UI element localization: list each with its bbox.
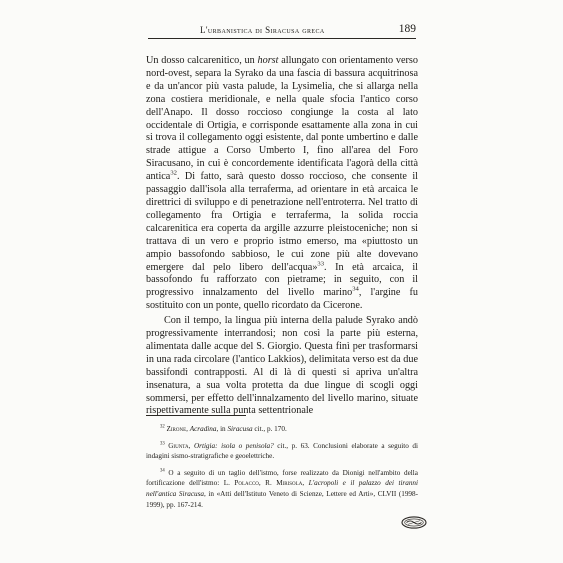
- footnote-title: Ortigia: isola o penisola?: [193, 441, 274, 450]
- paragraph-2: Con il tempo, la lingua più interna della palude Syrako andò progressivamente interrandosi; non così la parte più esterna, alimentata dalle acque del S. Giorgio. Questa finì per trasformarsi in una rada circolare (l'antico Lakkios), delimitata verso est da due bassifondi contrapposti. Al di là di questi si apriva un'altra insenatura, a sua volta protetta da due lingue di scogli oggi sommersi, per effetto dell'innalzamento del livello marino, situate rispettivamente sulla punta settentrionale: [146, 315, 418, 417]
- page-number: 189: [398, 23, 416, 35]
- footnote-ref-33[interactable]: 33: [317, 260, 325, 268]
- footnote-number: 33: [160, 441, 165, 447]
- footnote-33: [146, 441, 418, 462]
- footnote-text: , in: [216, 425, 228, 433]
- footnote-title: Acradina: [189, 425, 217, 433]
- paragraph-1: [146, 55, 418, 313]
- footnote-author: R. Mirisola: [265, 479, 303, 488]
- footnote-author: L. Polacco: [223, 479, 259, 488]
- paragraph-1-text: allungato con orientamento verso nord-ovest, separa la Syrako da una fascia di bassura acquitrinosa e da un'ancor più vasta palude, la Lysimelia, che si allarga nella zona costiera meridionale, e nella quale sfocia l'antico corso dell'Anapo. Il dosso roccioso congiunge la costa al lato occidentale di Ortigia, e corrisponde esattamente alla zona in cui si trova il collegamento oggi esistente, dal ponte umbertino e dalle strade attigue a Corso Umberto I, fino all'area del Foro Siracusano, in cui è concordemente identificata l'agorà della città antica: [146, 55, 418, 183]
- footnote-title: Siracusa: [227, 425, 253, 433]
- body-text: [146, 55, 418, 418]
- footnote-author: Zirone: [166, 425, 187, 433]
- header-rule: [148, 38, 416, 39]
- footnote-rule: [146, 415, 246, 416]
- footnote-number: 34: [160, 468, 165, 474]
- footnote-text: ,: [302, 479, 309, 488]
- footnote-text: , in «Atti dell'Istituto Veneto di Scienze, Lettere ed Arti», CLVII (1998-1999), pp. 167-214.: [146, 489, 419, 509]
- term-horst: horst: [257, 55, 279, 66]
- page-header: [148, 24, 416, 38]
- footnote-author: Giunta: [168, 441, 189, 450]
- paragraph-1-text: Un dosso calcarenitico, un: [146, 55, 258, 66]
- paragraph-1-text: . Di fatto, sarà questo dosso roccioso, che consente il passaggio dall'isola alla terraferma, ad orientare in età arcaica le direttrici di sviluppo e di penetrazione nell'entroterra. Nel tratto di collegamento fra Ortigia e terraferma, la solida roccia calcarenitica era coperta da argille azzurre pleistoceniche; non si trattava di un vero e proprio istmo emerso, ma «piuttosto un ampio bassofondo sabbioso, le cui zone più alte dovevano emergere dal pelo libero dell'acqua»: [146, 171, 418, 273]
- footnote-text: ,: [258, 479, 266, 488]
- paragraph-1-text: , l'argine fu sostituito con un ponte, quello ricordato da Cicerone.: [146, 287, 418, 312]
- footnote-text: O a seguito di un taglio dell'istmo, forse realizzato da Dionigi nell'ambito della fortificazione dell'istmo:: [146, 468, 418, 488]
- library-stamp-icon: [401, 516, 427, 529]
- footnote-ref-34[interactable]: 34: [352, 285, 359, 293]
- footnote-text: ,: [186, 425, 190, 433]
- footnote-title: L'acropoli e il palazzo dei tiranni nell'antica Siracusa: [146, 479, 419, 498]
- footnote-ref-32[interactable]: 32: [170, 169, 177, 177]
- footnotes: [146, 424, 418, 516]
- footnote-number: 32: [160, 424, 165, 430]
- footnote-34: [146, 468, 418, 510]
- footnote-text: cit., p. 63. Conclusioni elaborate a seguito di indagini sismo-stratigrafiche e geoelettriche.: [146, 441, 419, 461]
- footnote-text: cit., p. 170.: [252, 425, 287, 433]
- footnote-32: [146, 424, 418, 435]
- paragraph-1-text: . In età arcaica, il bassofondo fu rafforzato con pietrame; in seguito, con il progressivo innalzamento del livello marino: [146, 261, 418, 299]
- footnote-text: ,: [188, 441, 194, 450]
- running-head: L'urbanistica di Siracusa greca: [200, 25, 325, 35]
